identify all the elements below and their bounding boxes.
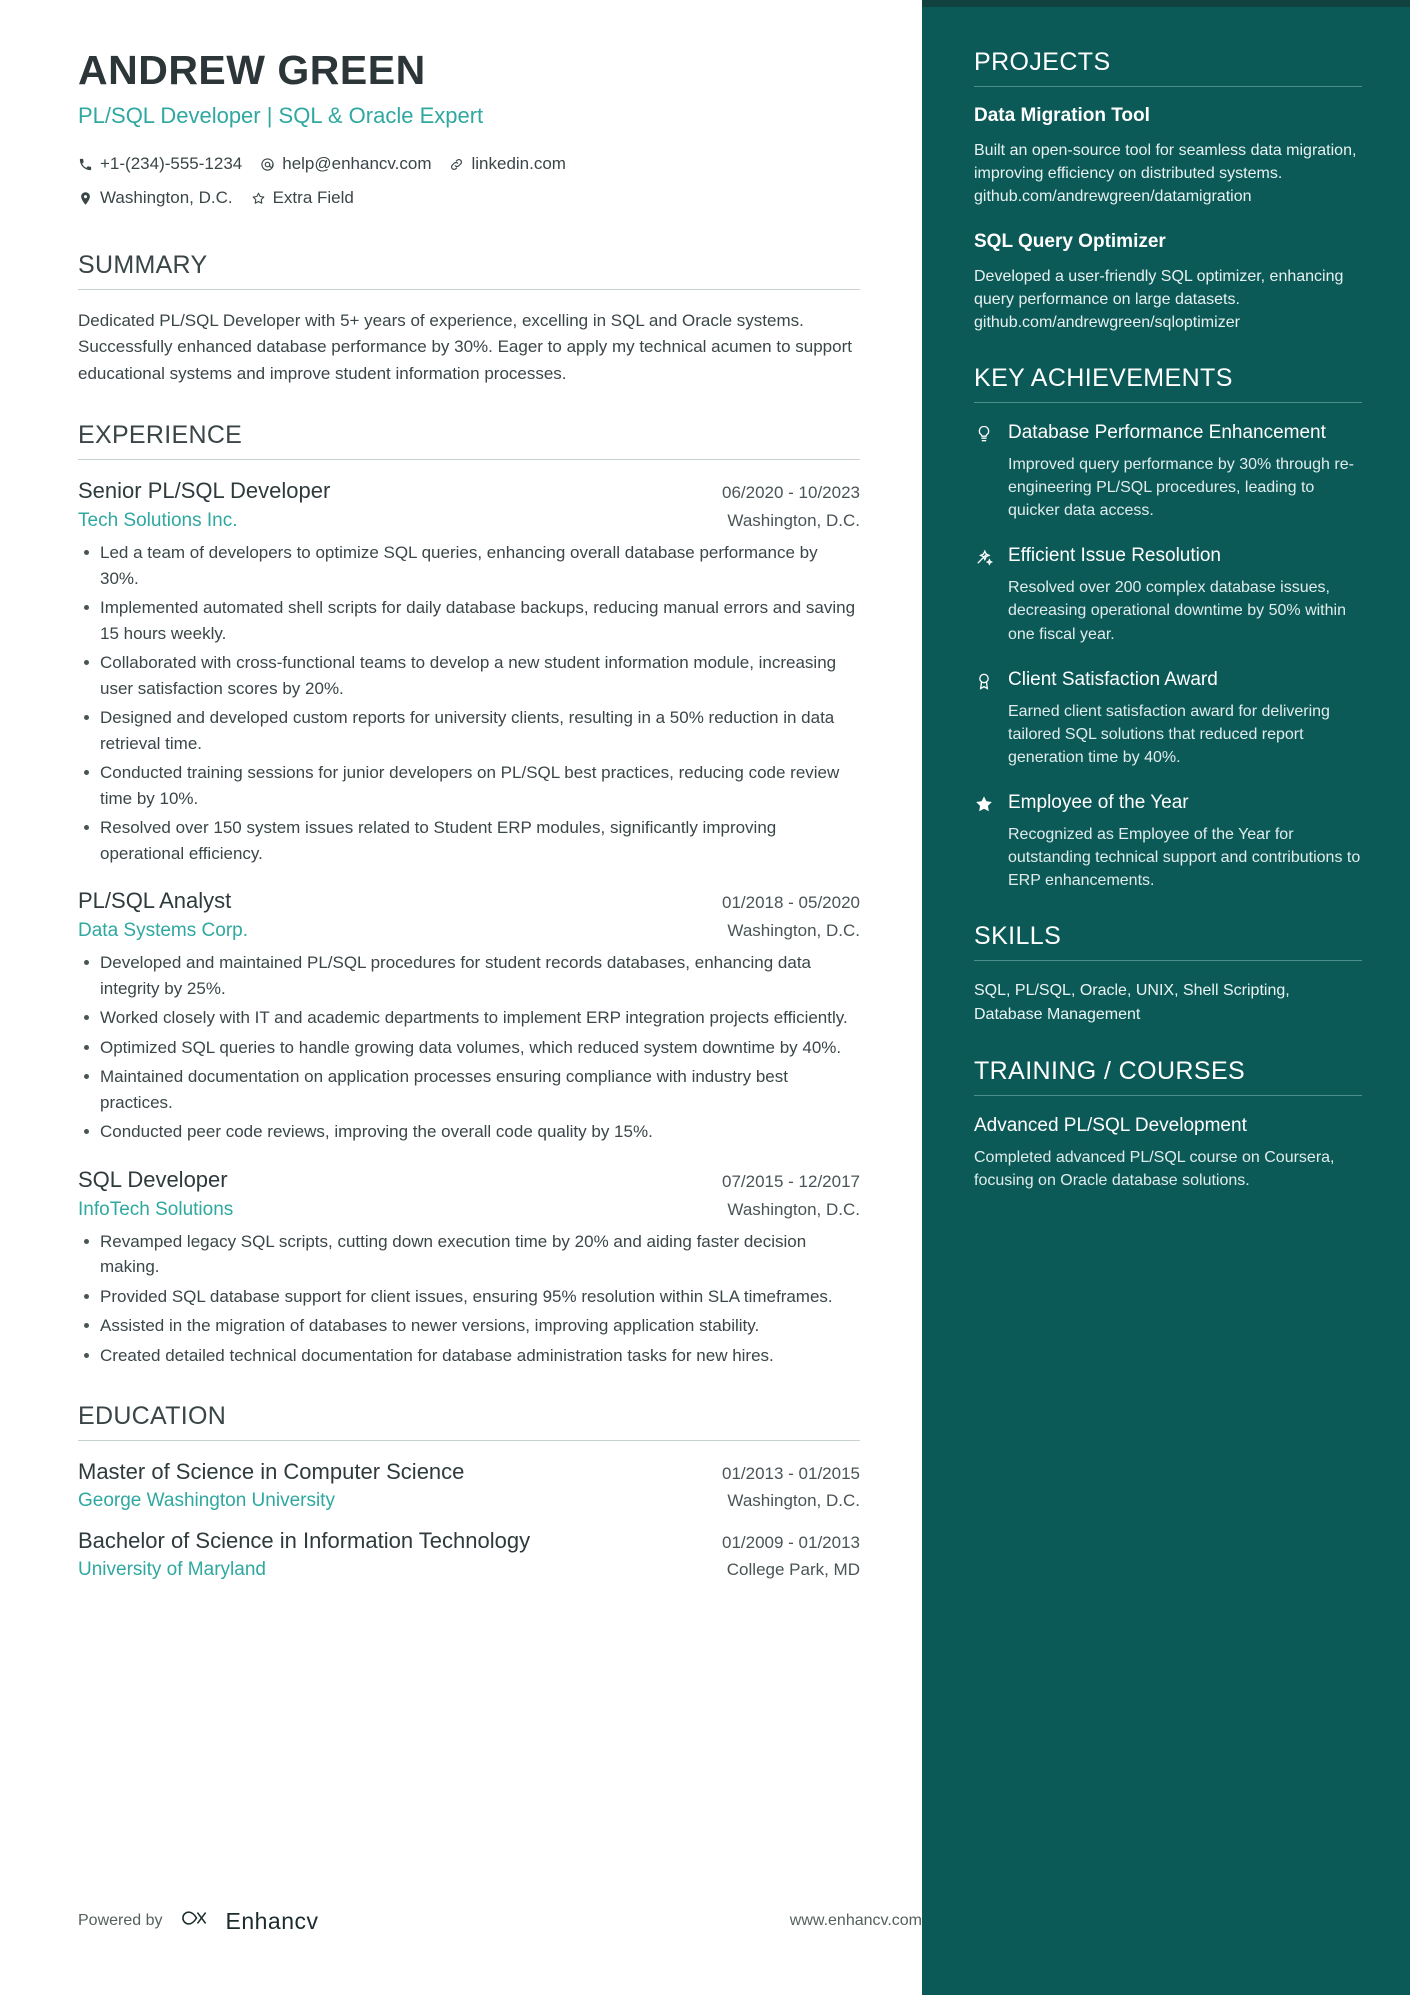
achievement-body [1008, 791, 1362, 892]
education-subheader [78, 1559, 860, 1581]
education-header [78, 1528, 860, 1554]
skills-section [974, 922, 1362, 1027]
skills-list: SQL, PL/SQL, Oracle, UNIX, Shell Scripting, Database Management [974, 982, 1290, 1024]
summary-text: Dedicated PL/SQL Developer with 5+ years of experience, excelling in SQL and Oracle systems. Successfully enhanced database performance by 30%. Eager to apply my technical acumen to support educational systems and improve student information processes. [78, 311, 852, 383]
infinity-icon [177, 1907, 217, 1935]
achievements-section [974, 364, 1362, 892]
job-header [78, 888, 860, 914]
project-name: Data Migration Tool [974, 105, 1150, 126]
education-header [78, 1459, 860, 1485]
contact-row-2 [78, 181, 860, 215]
project-name: SQL Query Optimizer [974, 230, 1166, 252]
education-degree: Bachelor of Science in Information Technology [78, 1528, 531, 1554]
contact-email-text: help@enhancv.com [282, 154, 432, 174]
location-icon [78, 191, 93, 206]
education-title: EDUCATION [78, 1402, 860, 1441]
job-bullet: Maintained documentation on application processes ensuring compliance with industry best practices. [78, 1064, 860, 1115]
link-icon [449, 157, 464, 172]
job-dates: 01/2018 - 05/2020 [721, 893, 860, 913]
job-bullet: Assisted in the migration of databases to newer versions, improving application stability. [78, 1313, 860, 1339]
job-bullet: Revamped legacy SQL scripts, cutting down execution time by 20% and aiding faster decision making. [78, 1229, 860, 1280]
contact-link [449, 147, 566, 181]
education-school: University of Maryland [78, 1559, 266, 1581]
phone-icon [78, 157, 93, 172]
contact-info [78, 147, 860, 215]
footer [78, 1907, 922, 1935]
job-bullets [78, 540, 860, 866]
education-item [78, 1459, 860, 1512]
achievement-body [1008, 544, 1362, 645]
contact-location-text: Washington, D.C. [100, 188, 233, 208]
job-company: Tech Solutions Inc. [78, 510, 238, 532]
achievement-description: Earned client satisfaction award for delivering tailored SQL solutions that reduced report generation time by 40%. [1008, 702, 1330, 766]
education-dates: 01/2009 - 01/2013 [721, 1533, 860, 1553]
summary-title: SUMMARY [78, 251, 860, 290]
contact-location [78, 181, 233, 215]
contact-phone [78, 147, 242, 181]
experience-item [78, 888, 860, 1145]
star-icon [251, 191, 266, 206]
experience-item [78, 1167, 860, 1369]
job-bullet: Created detailed technical documentation for database administration tasks for new hires. [78, 1343, 860, 1369]
brand-name: Enhancv [225, 1907, 319, 1934]
training-title: TRAINING / COURSES [974, 1057, 1362, 1096]
contact-extra [251, 181, 354, 215]
header-block [78, 48, 860, 215]
star-filled-icon [974, 791, 996, 892]
training-section [974, 1057, 1362, 1192]
achievement-body [1008, 421, 1362, 522]
experience-section [78, 421, 860, 1368]
job-header [78, 1167, 860, 1193]
job-role: SQL Developer [78, 1166, 228, 1192]
job-role: PL/SQL Analyst [78, 888, 232, 914]
achievement-title: Employee of the Year [1008, 792, 1189, 814]
powered-by-label: Powered by [78, 1912, 163, 1929]
job-subheader [78, 510, 860, 532]
education-section [78, 1402, 860, 1581]
job-bullet: Designed and developed custom reports for university clients, resulting in a 50% reduction in data retrieval time. [78, 705, 860, 756]
job-dates: 06/2020 - 10/2023 [721, 483, 860, 503]
job-role: Senior PL/SQL Developer [78, 478, 331, 504]
achievements-title: KEY ACHIEVEMENTS [974, 364, 1362, 403]
achievement-description: Recognized as Employee of the Year for outstanding technical support and contributions to ERP enhancements. [1008, 825, 1361, 890]
projects-section [974, 48, 1362, 334]
job-dates: 07/2015 - 12/2017 [721, 1171, 860, 1191]
lightbulb-icon [974, 421, 996, 522]
job-location: Washington, D.C. [727, 511, 860, 531]
achievement-item [974, 421, 1362, 522]
job-bullet: Optimized SQL queries to handle growing data volumes, which reduced system downtime by 40%. [78, 1035, 860, 1061]
achievement-description: Improved query performance by 30% through re-engineering PL/SQL procedures, leading to quicker data access. [1008, 455, 1354, 520]
job-bullet: Implemented automated shell scripts for daily database backups, reducing manual errors and saving 15 hours weekly. [78, 595, 860, 646]
experience-item [78, 478, 860, 866]
achievement-title: Efficient Issue Resolution [1008, 545, 1221, 567]
enhancv-logo [177, 1907, 319, 1935]
project-item [974, 105, 1362, 209]
job-subheader [78, 1199, 860, 1221]
achievement-title: Client Satisfaction Award [1008, 668, 1218, 690]
job-location: Washington, D.C. [727, 1199, 860, 1219]
job-bullet: Collaborated with cross-functional teams to develop a new student information module, increasing user satisfaction scores by 20%. [78, 650, 860, 701]
project-description: Built an open-source tool for seamless data migration, improving efficiency on distributed systems. github.com/andrewgreen/datamigration [974, 142, 1357, 206]
job-header [78, 478, 860, 504]
candidate-name: ANDREW GREEN [78, 47, 426, 93]
education-item [78, 1528, 860, 1581]
education-location: Washington, D.C. [727, 1491, 860, 1511]
contact-link-text: linkedin.com [471, 154, 566, 174]
education-school: George Washington University [78, 1490, 335, 1512]
summary-section [78, 251, 860, 387]
achievement-item [974, 791, 1362, 892]
job-company: InfoTech Solutions [78, 1198, 234, 1220]
job-bullet: Conducted training sessions for junior developers on PL/SQL best practices, reducing code review time by 10%. [78, 760, 860, 811]
education-subheader [78, 1490, 860, 1512]
job-bullets [78, 1229, 860, 1369]
job-bullet: Conducted peer code reviews, improving the overall code quality by 15%. [78, 1119, 860, 1145]
footer-website: www.enhancv.com [789, 1912, 922, 1929]
job-bullet: Worked closely with IT and academic departments to implement ERP integration projects efficiently. [78, 1005, 860, 1031]
contact-row-1 [78, 147, 860, 181]
job-bullets [78, 950, 860, 1145]
training-description: Completed advanced PL/SQL course on Coursera, focusing on Oracle database solutions. [974, 1149, 1335, 1190]
achievement-item [974, 544, 1362, 645]
project-item [974, 231, 1362, 335]
job-bullet: Led a team of developers to optimize SQL queries, enhancing overall database performance by 30%. [78, 540, 860, 591]
job-bullet: Resolved over 150 system issues related to Student ERP modules, significantly improving operational efficiency. [78, 815, 860, 866]
skills-title: SKILLS [974, 922, 1362, 961]
job-bullet: Provided SQL database support for client issues, ensuring 95% resolution within SLA timeframes. [78, 1284, 860, 1310]
job-subheader [78, 920, 860, 942]
training-item [974, 1114, 1362, 1192]
candidate-headline: PL/SQL Developer | SQL & Oracle Expert [78, 103, 484, 129]
training-name: Advanced PL/SQL Development [974, 1115, 1247, 1137]
powered-by [78, 1907, 319, 1935]
award-icon [974, 668, 996, 769]
contact-email [260, 147, 431, 181]
project-description: Developed a user-friendly SQL optimizer, enhancing query performance on large datasets. github.com/andrewgreen/sqloptimizer [974, 267, 1344, 331]
sparkle-icon [974, 544, 996, 645]
achievement-title: Database Performance Enhancement [1008, 422, 1326, 444]
email-icon [260, 157, 275, 172]
education-dates: 01/2013 - 01/2015 [721, 1464, 860, 1484]
job-company: Data Systems Corp. [78, 920, 248, 942]
experience-title: EXPERIENCE [78, 421, 860, 460]
projects-title: PROJECTS [974, 48, 1362, 87]
sidebar-column [922, 0, 1410, 1995]
education-location: College Park, MD [726, 1560, 860, 1580]
job-location: Washington, D.C. [727, 921, 860, 941]
contact-extra-text: Extra Field [272, 188, 354, 208]
contact-phone-text: +1-(234)-555-1234 [100, 154, 243, 174]
achievement-item [974, 668, 1362, 769]
achievement-body [1008, 668, 1362, 769]
education-degree: Master of Science in Computer Science [78, 1459, 465, 1485]
job-bullet: Developed and maintained PL/SQL procedures for student records databases, enhancing data integrity by 25%. [78, 950, 860, 1001]
achievement-description: Resolved over 200 complex database issues, decreasing operational downtime by 50% within one fiscal year. [1008, 579, 1346, 643]
